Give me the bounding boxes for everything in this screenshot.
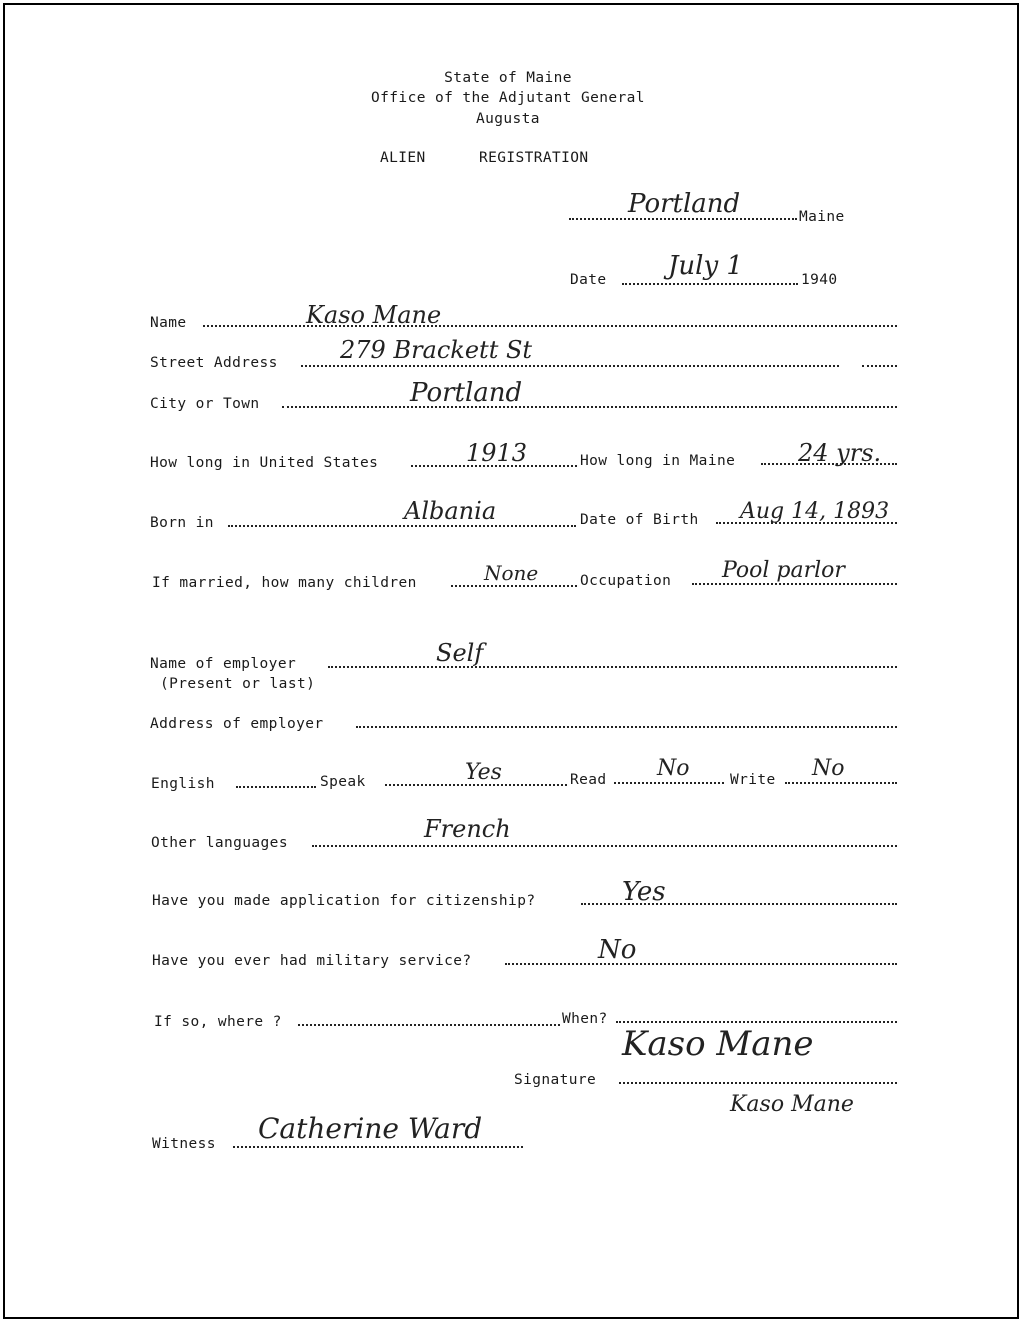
city-value: Portland (410, 378, 523, 408)
read-value: No (657, 756, 690, 781)
where-label: If so, where ? (154, 1014, 282, 1030)
languages-label: Other languages (151, 835, 288, 851)
military-value: No (598, 935, 637, 965)
where-line (298, 1024, 560, 1026)
signature-label: Signature (514, 1072, 597, 1088)
dob-value: Aug 14, 1893 (740, 499, 890, 524)
citizenship-value: Yes (622, 877, 666, 907)
occupation-line (692, 583, 897, 585)
when-line (616, 1021, 897, 1023)
employer-address-line (356, 726, 897, 728)
form-title-alien: ALIEN (380, 150, 426, 166)
english-label: English (151, 776, 215, 792)
date-label: Date (570, 272, 607, 288)
header-state: State of Maine (444, 70, 572, 86)
date-value: July 1 (668, 251, 743, 281)
city-line (282, 406, 897, 408)
maine-value: 24 yrs. (798, 439, 882, 467)
witness-value: Catherine Ward (258, 1112, 483, 1145)
english-line (236, 786, 316, 788)
signature-line (619, 1082, 897, 1084)
us-label: How long in United States (150, 455, 379, 471)
date-line (622, 283, 798, 285)
city-label: City or Town (150, 396, 260, 412)
place-value: Portland (628, 189, 741, 219)
street-label: Street Address (150, 355, 278, 371)
employer-line (328, 666, 897, 668)
born-line (228, 525, 576, 527)
languages-value: French (424, 815, 511, 843)
dob-label: Date of Birth (580, 512, 699, 528)
maine-label: How long in Maine (580, 453, 736, 469)
children-line (451, 585, 577, 587)
signature-value: Kaso Mane (622, 1024, 814, 1064)
speak-label: Speak (320, 774, 366, 790)
military-line (505, 963, 897, 965)
read-line (614, 782, 724, 784)
witness-line (233, 1146, 523, 1148)
children-label: If married, how many children (152, 575, 417, 591)
military-label: Have you ever had military service? (152, 953, 472, 969)
employer-address-label: Address of employer (150, 716, 324, 732)
signature-printed-name: Kaso Mane (730, 1092, 854, 1117)
write-line (785, 782, 897, 784)
write-label: Write (730, 772, 776, 788)
employer-value: Self (436, 639, 484, 667)
born-label: Born in (150, 515, 214, 531)
witness-label: Witness (152, 1136, 216, 1152)
header-office: Office of the Adjutant General (371, 90, 645, 106)
street-line (301, 365, 839, 367)
citizenship-label: Have you made application for citizenship? (152, 893, 536, 909)
name-label: Name (150, 315, 187, 331)
employer-label: Name of employer (150, 656, 297, 672)
name-value: Kaso Mane (306, 301, 442, 329)
when-label: When? (562, 1011, 608, 1027)
read-label: Read (570, 772, 607, 788)
languages-line (312, 845, 897, 847)
us-value: 1913 (466, 439, 528, 467)
date-year: 1940 (801, 272, 838, 288)
street-line-end (862, 365, 897, 367)
street-value: 279 Brackett St (340, 336, 533, 364)
write-value: No (812, 756, 845, 781)
occupation-value: Pool parlor (722, 558, 845, 583)
employer-sublabel: (Present or last) (160, 676, 316, 692)
place-label: Maine (799, 209, 845, 225)
born-value: Albania (404, 497, 497, 525)
children-value: None (484, 561, 539, 585)
speak-value: Yes (465, 760, 502, 785)
occupation-label: Occupation (580, 573, 672, 589)
form-title-registration: REGISTRATION (479, 150, 589, 166)
header-city: Augusta (476, 111, 540, 127)
